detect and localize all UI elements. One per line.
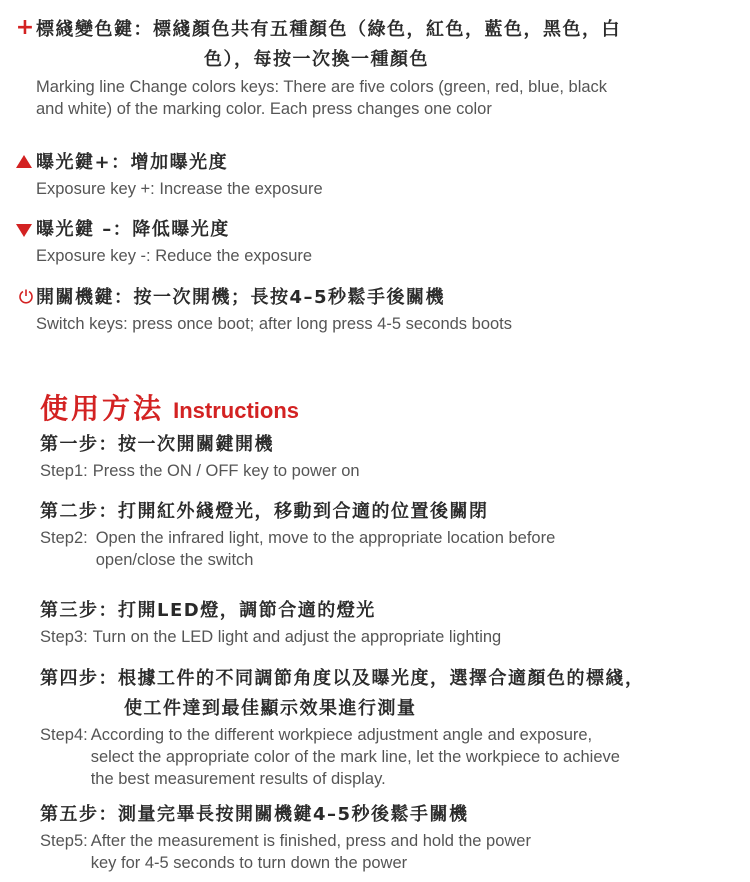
plus-icon: +: [15, 15, 35, 40]
key-cn-text: 曝光鍵 –：降低曝光度: [36, 219, 230, 240]
step-en-text: [40, 460, 736, 482]
step-label: Step1:: [40, 462, 88, 480]
key-cn-text-cont: 色），每按一次換一種顏色: [204, 49, 429, 70]
key-cn-text: 開關機鍵：按一次開機；長按4–5秒鬆手後關機: [36, 287, 446, 308]
step-en-line: the best measurement results of display.: [90, 770, 386, 788]
step-label: Step2:: [40, 529, 88, 547]
key-power: [14, 283, 736, 335]
heading-cn: 使用方法: [40, 392, 165, 425]
step-cn-text: 第三步：打開LED燈，調節合適的燈光: [40, 600, 376, 621]
instructions-heading: [40, 387, 299, 427]
step-label: Step4:: [40, 726, 88, 744]
triangle-down-icon: [16, 224, 32, 237]
step-en-line: According to the different workpiece adjustment angle and exposure,: [90, 726, 593, 744]
key-en-text: Exposure key +: Increase the exposure: [36, 180, 323, 198]
step-en-text: [40, 527, 736, 571]
step-cn-text: 第五步：測量完畢長按開關機鍵4–5秒後鬆手關機: [40, 804, 469, 825]
step-cn-text: 第二步：打開紅外綫燈光，移動到合適的位置後關閉: [40, 501, 489, 522]
step-1: [40, 430, 736, 482]
step-cn-text: 第四步：根據工件的不同調節角度以及曝光度，選擇合適顏色的標綫，: [40, 668, 645, 689]
step-en-line: After the measurement is finished, press and hold the power: [90, 832, 531, 850]
step-en-line: Turn on the LED light and adjust the appropriate lighting: [92, 628, 502, 646]
step-label: Step3:: [40, 628, 88, 646]
step-en-line: Open the infrared light, move to the appropriate location before: [95, 529, 556, 547]
step-cn-text-cont: 使工件達到最佳顯示效果進行測量: [124, 698, 417, 719]
key-cn-text: 標綫變色鍵：標綫顏色共有五種顏色（綠色，紅色，藍色，黑色，白: [36, 19, 621, 40]
triangle-up-icon: [16, 155, 32, 168]
step-en-line: Press the ON / OFF key to power on: [92, 462, 360, 480]
step-en-text: [40, 830, 736, 874]
step-en-line: open/close the switch: [95, 551, 254, 569]
step-label: Step5:: [40, 832, 88, 850]
step-3: [40, 596, 736, 648]
step-cn-text: 第一步：按一次開關鍵開機: [40, 434, 274, 455]
step-en-line: key for 4-5 seconds to turn down the power: [90, 854, 408, 872]
step-en-line: select the appropriate color of the mark line, let the workpiece to achieve: [90, 748, 620, 766]
key-en-text-cont: and white) of the marking color. Each press changes one color: [36, 100, 492, 118]
key-exposure-plus: [14, 148, 736, 200]
key-en-text: Exposure key -: Reduce the exposure: [36, 247, 313, 265]
key-color-change: [14, 15, 736, 120]
key-en-text: Marking line Change colors keys: There are five colors (green, red, blue, black: [36, 78, 608, 96]
key-en-text: Switch keys: press once boot; after long press 4-5 seconds boots: [36, 315, 513, 333]
step-en-text: [40, 626, 736, 648]
power-icon: [18, 288, 34, 304]
step-5: [40, 800, 736, 874]
step-4: [40, 664, 736, 790]
step-en-text: [40, 724, 736, 790]
step-2: [40, 497, 736, 571]
heading-en: Instructions: [173, 398, 300, 423]
key-cn-text: 曝光鍵+：增加曝光度: [36, 152, 229, 173]
key-exposure-minus: [14, 215, 736, 267]
